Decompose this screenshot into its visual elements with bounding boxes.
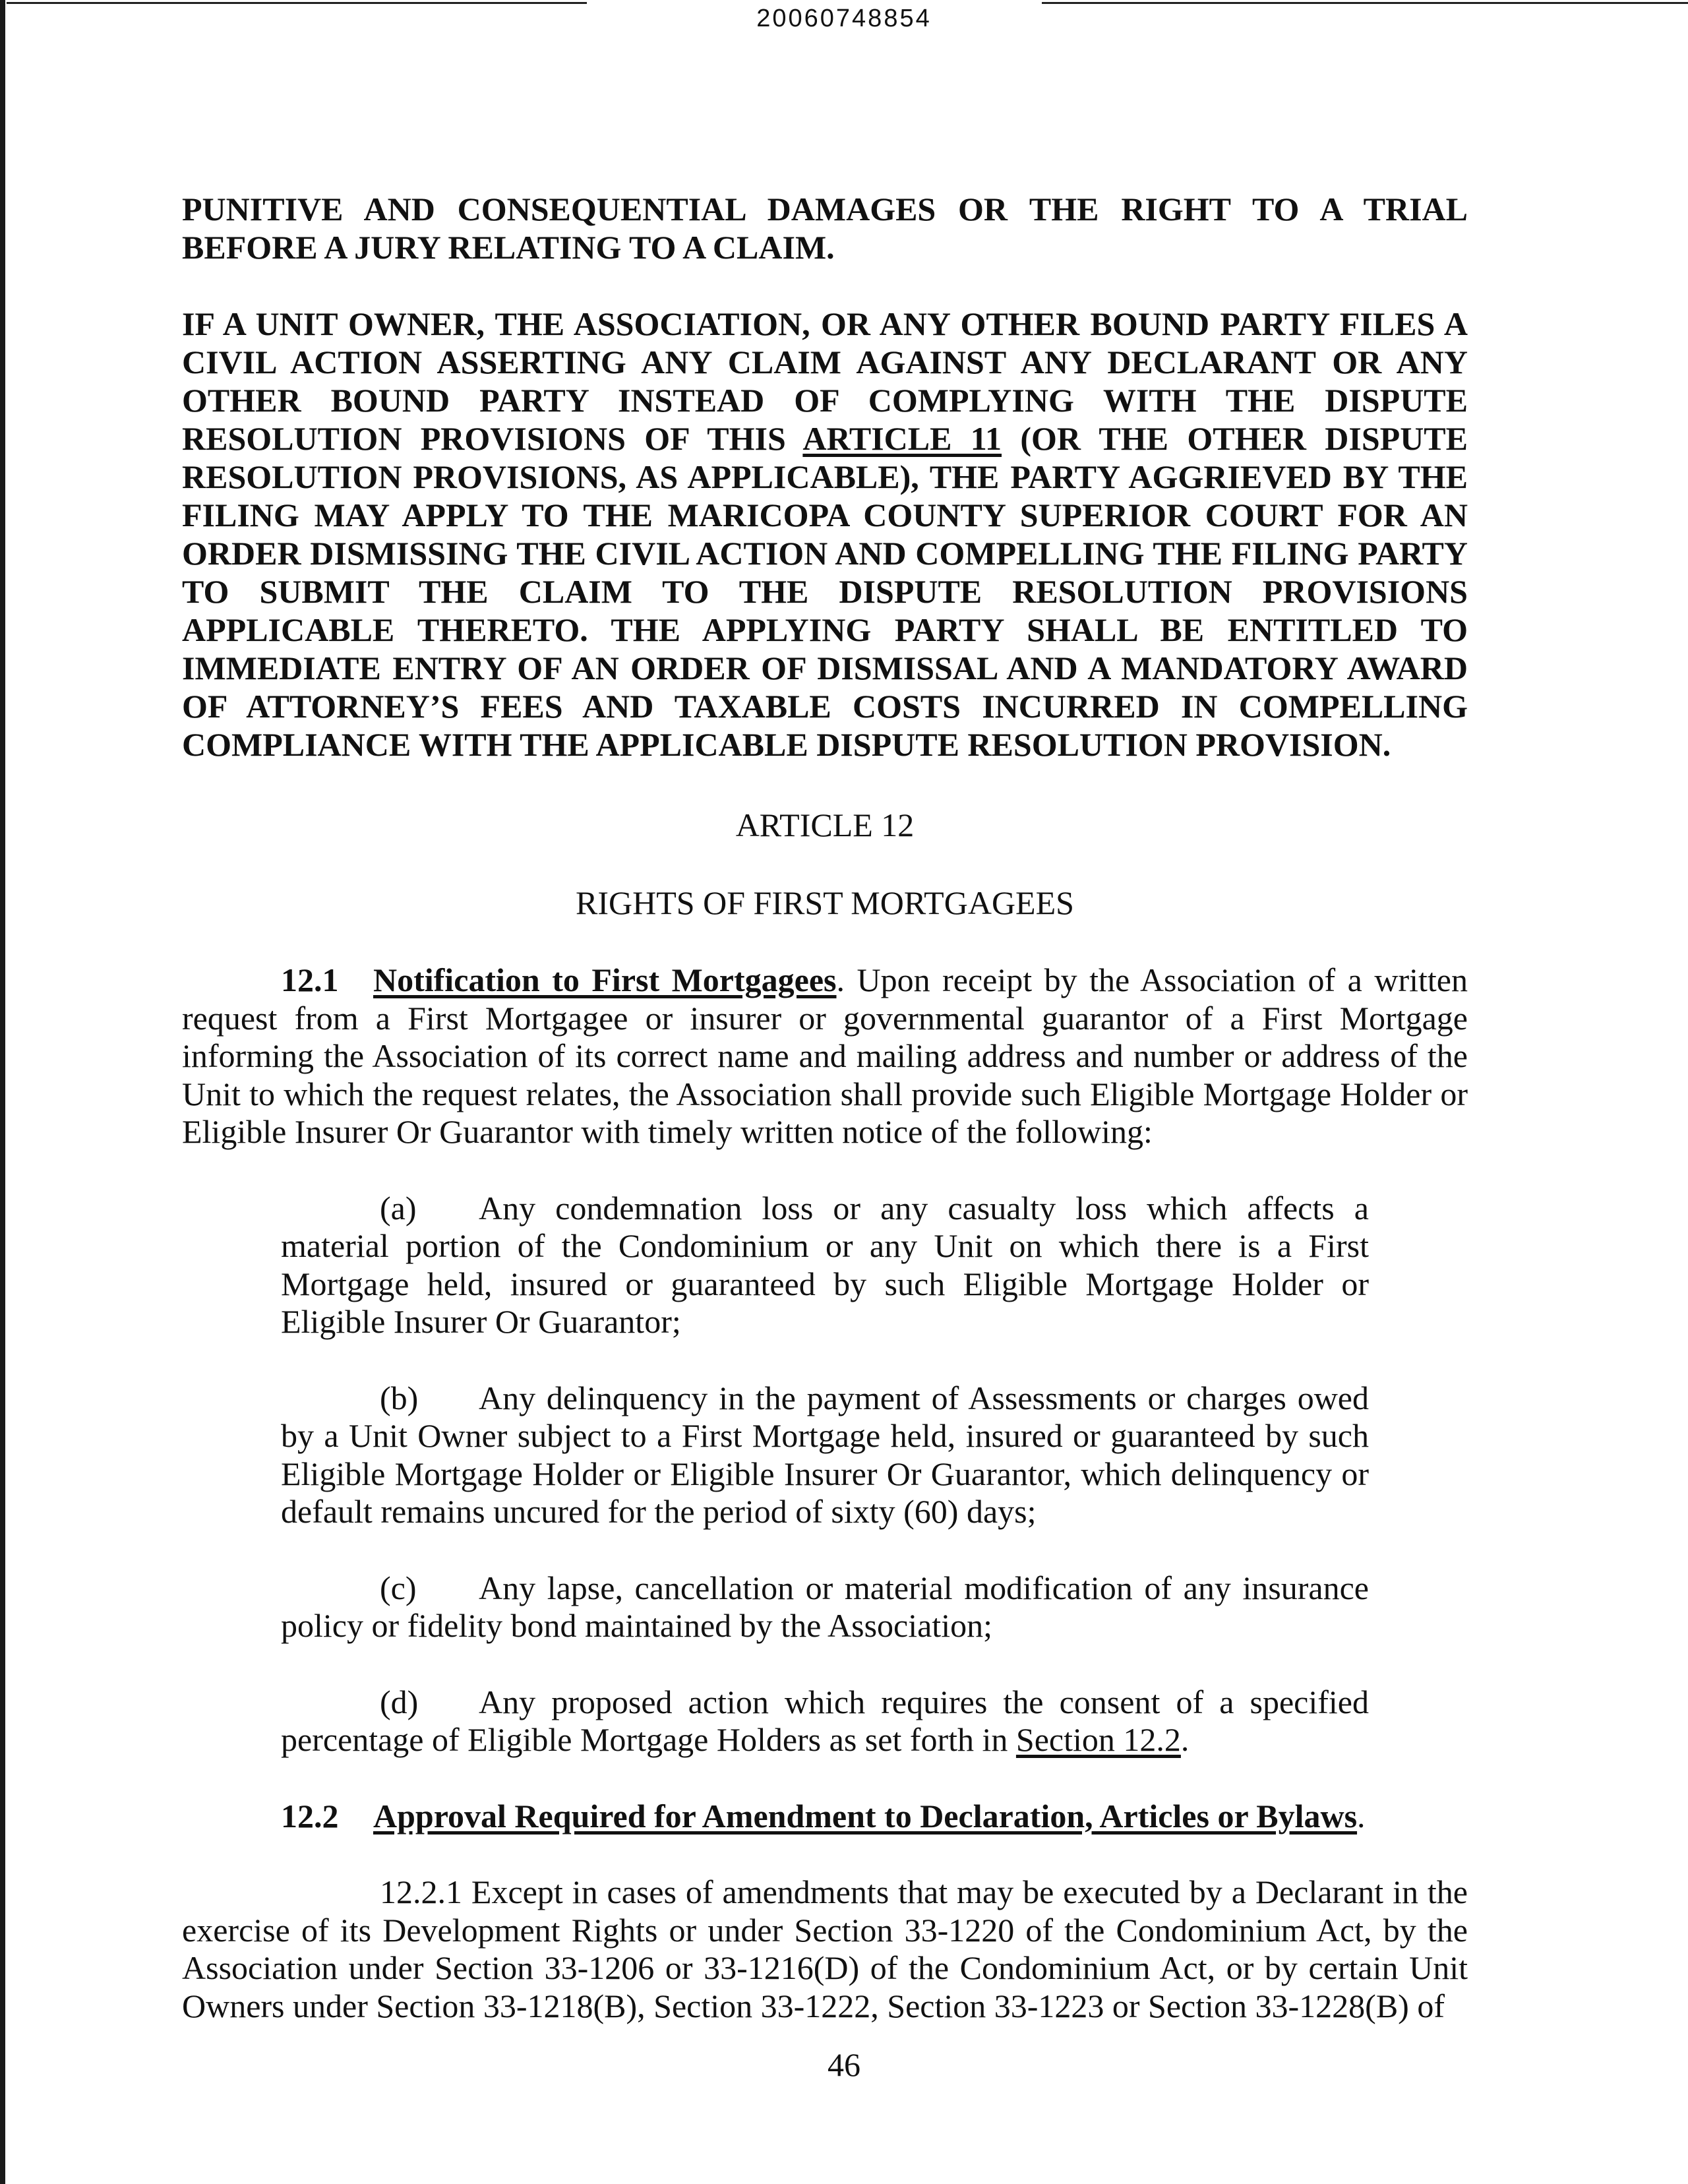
list-item-text: Any condemnation loss or any casualty loss which affects a material portion of the Condominium or any Unit on which there is a First Mortgage held, insured or guaranteed by such Eligible Mortgage Holder or Eligible Insurer Or Guarantor;	[281, 1189, 1369, 1340]
list-item-a	[281, 1190, 1369, 1341]
section-number: 12.1	[281, 961, 339, 998]
section-number: 12.2	[281, 1797, 339, 1835]
list-item-label: (c)	[380, 1569, 417, 1606]
section-text: 12.2.1 Except in cases of amendments that may be executed by a Declarant in the exercise of its Development Rights or under Section 33-1220 of the Condominium Act, by the Association under Section 33-1206 or 33-1216(D) of the Condominium Act, or by certain Unit Owners under Section 33-1218(B), Section 33-1222, Section 33-1223 or Section 33-1228(B) of	[182, 1873, 1468, 2024]
caps-paragraph-2-text-after: (OR THE OTHER DISPUTE RESOLUTION PROVISIONS, AS APPLICABLE), THE PARTY AGGRIEVED BY THE FILING MAY APPLY TO THE MARICOPA COUNTY SUPERIOR COURT FOR AN ORDER DISMISSING THE CIVIL ACTION AND COMPELLING THE FILING PARTY TO SUBMIT THE CLAIM TO THE DISPUTE RESOLUTION PROVISIONS APPLICABLE THERETO. THE APPLYING PARTY SHALL BE ENTITLED TO IMMEDIATE ENTRY OF AN ORDER OF DISMISSAL AND A MANDATORY AWARD OF ATTORNEY’S FEES AND TAXABLE COSTS INCURRED IN COMPELLING COMPLIANCE WITH THE APPLICABLE DISPUTE RESOLUTION PROVISION.	[182, 420, 1468, 763]
list-item-text: Any delinquency in the payment of Assessments or charges owed by a Unit Owner subject to a First Mortgage held, insured or guaranteed by such Eligible Mortgage Holder or Eligible Insurer Or Guarantor, which delinquency or default remains uncured for the period of sixty (60) days;	[281, 1379, 1369, 1530]
section-12-2-reference: Section 12.2	[1015, 1721, 1181, 1758]
list-item-text: Any proposed action which requires the consent of a specified percentage of Eligible Mortgage Holders as set forth in	[281, 1683, 1369, 1758]
list-item-label: (b)	[380, 1379, 419, 1416]
page-body	[182, 190, 1468, 2025]
caps-paragraph-1: PUNITIVE AND CONSEQUENTIAL DAMAGES OR THE RIGHT TO A TRIAL BEFORE A JURY RELATING TO A CLAIM.	[182, 191, 1468, 266]
section-title: Notification to First Mortgagees	[373, 961, 837, 998]
caps-paragraph-2	[182, 305, 1468, 764]
list-item-end: .	[1180, 1721, 1190, 1758]
caps-paragraph-2-text-before: IF A UNIT OWNER, THE ASSOCIATION, OR ANY OTHER BOUND PARTY FILES A CIVIL ACTION ASSERTING ANY CLAIM AGAINST ANY DECLARANT OR ANY OTHER BOUND PARTY INSTEAD OF COMPLYING WITH THE DISPUTE RESOLUTION PROVISIONS OF THIS	[182, 305, 1468, 457]
list-item-d	[281, 1684, 1369, 1759]
section-text: . Upon receipt by the Association of a written request from a First Mortgagee or insurer or governmental guarantor of a First Mortgage informing the Association of its correct name and mailing address and number or address of the Unit to which the request relates, the Association shall provide such Eligible Mortgage Holder or Eligible Insurer Or Guarantor with timely written notice of the following:	[182, 961, 1468, 1150]
section-title: Approval Required for Amendment to Declaration, Articles or Bylaws	[373, 1797, 1358, 1835]
page-number: 46	[828, 2046, 860, 2083]
list-item-text: Any lapse, cancellation or material modification of any insurance policy or fidelity bond maintained by the Association;	[281, 1569, 1369, 1644]
recording-number: 20060748854	[756, 5, 932, 32]
section-12-2-1	[182, 1873, 1468, 2025]
list-item-label: (a)	[380, 1189, 417, 1227]
list-item-label: (d)	[380, 1683, 419, 1720]
section-12-2	[182, 1798, 1468, 1836]
article-number: ARTICLE 12	[735, 806, 915, 843]
article-title: RIGHTS OF FIRST MORTGAGEES	[576, 884, 1074, 921]
list-item-b	[281, 1380, 1369, 1531]
list-item-c	[281, 1569, 1369, 1645]
scan-border	[0, 0, 5, 2184]
section-title-end: .	[1357, 1797, 1366, 1835]
section-12-1	[182, 961, 1468, 1151]
article-11-reference: ARTICLE 11	[802, 420, 1002, 457]
